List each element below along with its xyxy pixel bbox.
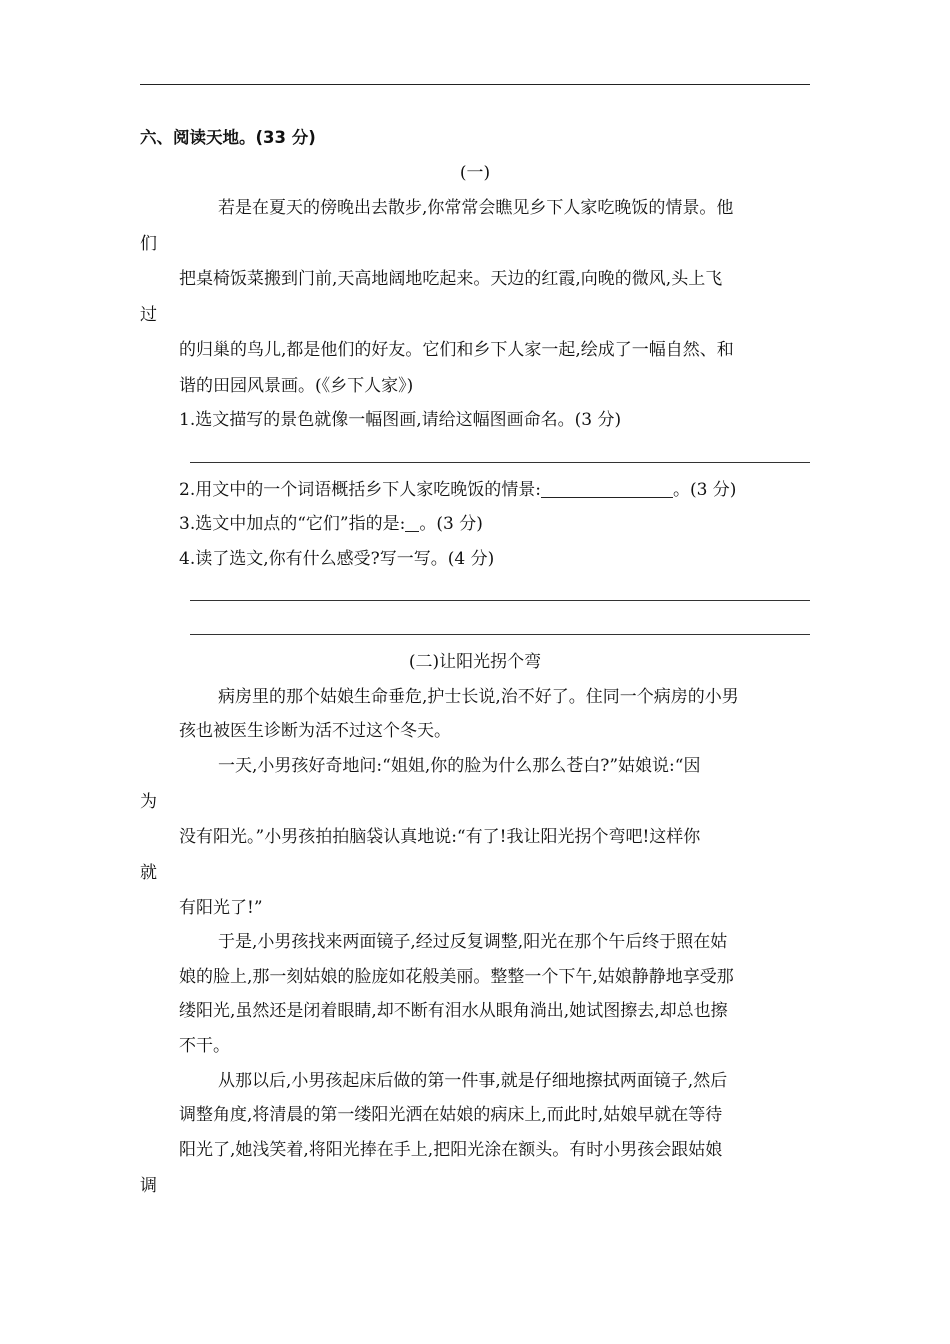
- paragraph-line: 调: [140, 1176, 157, 1196]
- answer-line-q4-2[interactable]: [190, 634, 810, 635]
- answer-blank-q3[interactable]: [405, 513, 419, 532]
- top-rule: [140, 84, 810, 85]
- paragraph-line: 的归巢的鸟儿,都是他们的好友。它们和乡下人家一起,绘成了一幅自然、和: [179, 340, 734, 360]
- paragraph-line: 阳光了,她浅笑着,将阳光捧在手上,把阳光涂在额头。有时小男孩会跟姑娘: [179, 1140, 723, 1160]
- question-1: 1.选文描写的景色就像一幅图画,请给这幅图画命名。(3 分): [179, 410, 622, 430]
- paragraph-line: 有阳光了!”: [179, 898, 263, 918]
- paragraph-line: 缕阳光,虽然还是闭着眼睛,却不断有泪水从眼角淌出,她试图擦去,却总也擦: [179, 1001, 728, 1021]
- paragraph-line: 病房里的那个姑娘生命垂危,护士长说,治不好了。住同一个病房的小男: [218, 687, 739, 707]
- paragraph-line: 过: [140, 305, 157, 325]
- paragraph-line: 为: [140, 792, 157, 812]
- paragraph-line: 谐的田园风景画。(《乡下人家》): [179, 376, 414, 396]
- question-4: 4.读了选文,你有什么感受?写一写。(4 分): [179, 549, 495, 569]
- paragraph-line: 就: [140, 863, 157, 883]
- paragraph-line: 从那以后,小男孩起床后做的第一件事,就是仔细地擦拭两面镜子,然后: [218, 1071, 728, 1091]
- paragraph-line: 们: [140, 234, 157, 254]
- question-3-text: 3.选文中加点的“它们”指的是:: [179, 514, 406, 534]
- question-3: [179, 512, 483, 536]
- paragraph-line: 一天,小男孩好奇地问:“姐姐,你的脸为什么那么苍白?”姑娘说:“因: [218, 756, 701, 776]
- paragraph-line: 于是,小男孩找来两面镜子,经过反复调整,阳光在那个午后终于照在姑: [218, 932, 728, 952]
- answer-line-q4-1[interactable]: [190, 600, 810, 601]
- passage-2-heading: (二)让阳光拐个弯: [408, 652, 542, 672]
- paragraph-line: 把桌椅饭菜搬到门前,天高地阔地吃起来。天边的红霞,向晚的微风,头上飞: [179, 269, 723, 289]
- section-title: 六、阅读天地。(33 分): [140, 128, 316, 147]
- paragraph-line: 不干。: [179, 1036, 230, 1056]
- answer-line-q1[interactable]: [190, 462, 810, 463]
- question-2-text: 2.用文中的一个词语概括乡下人家吃晚饭的情景:: [179, 480, 541, 500]
- question-2: [179, 478, 736, 502]
- question-2-points: 。(3 分): [672, 480, 737, 500]
- paragraph-line: 调整角度,将清晨的第一缕阳光洒在姑娘的病床上,而此时,姑娘早就在等待: [179, 1105, 723, 1125]
- paragraph-line: 娘的脸上,那一刻姑娘的脸庞如花般美丽。整整一个下午,姑娘静静地享受那: [179, 967, 734, 987]
- paragraph-line: 若是在夏天的傍晚出去散步,你常常会瞧见乡下人家吃晚饭的情景。他: [218, 198, 734, 218]
- passage-1-heading: (一): [459, 163, 491, 183]
- question-3-points: 。(3 分): [419, 514, 483, 534]
- paragraph-line: 孩也被医生诊断为活不过这个冬天。: [179, 721, 451, 741]
- paragraph-line: 没有阳光。”小男孩拍拍脑袋认真地说:“有了!我让阳光拐个弯吧!这样你: [179, 827, 701, 847]
- answer-blank-q2[interactable]: [541, 479, 673, 498]
